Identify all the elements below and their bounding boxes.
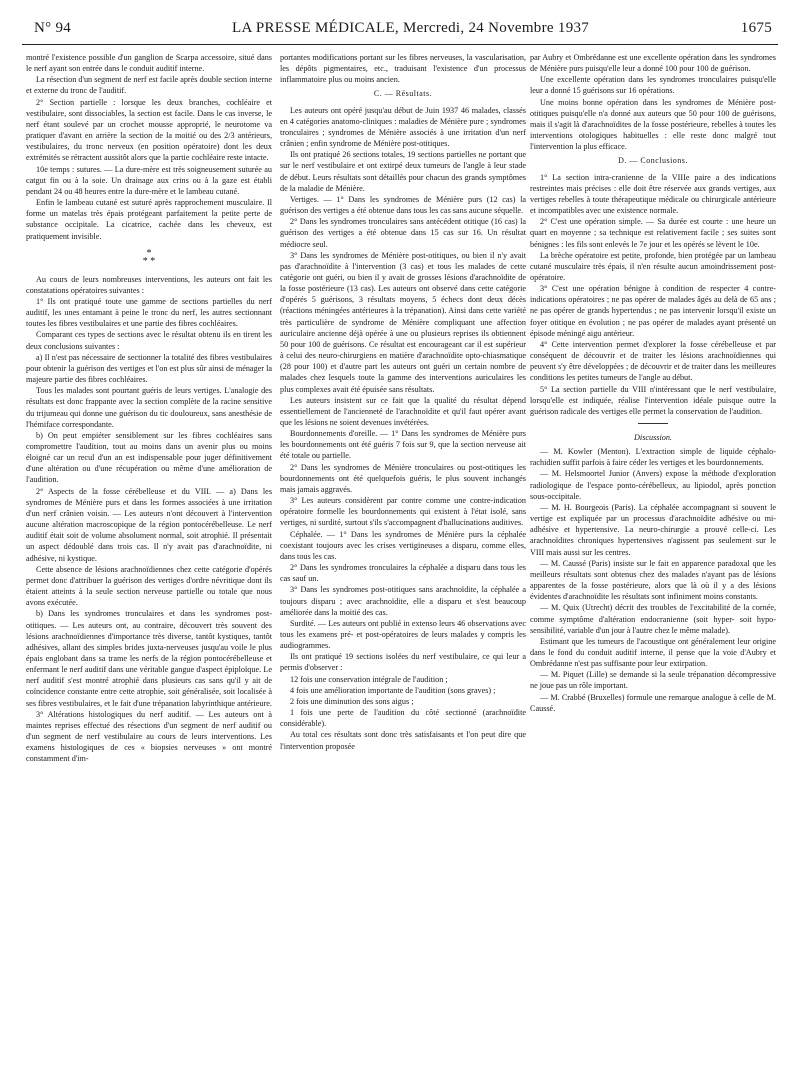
paragraph: portantes modifications portant sur les fibres nerveuses, la vascularisation, les dépôts pigmentaires, etc., traduisant l'existence d'un processus inflammatoire plus ou moins ancien. — [280, 53, 526, 85]
paragraph: Ils ont pratiqué 26 sections totales, 19 sections partielles ne portant que sur le nerf vestibulaire et ont extirpé deux tumeurs de l'angle à leur stade de début. Leurs résultats sont détaillés pour chacun des grands symptômes de la maladie de Ménière. — [280, 150, 526, 193]
paragraph: Céphalée. — 1° Dans les syndromes de Ménière purs la céphalée coexistant toujours avec les crises vertigineuses a disparu, comme elles, dans tous les cas. — [280, 529, 526, 561]
section-heading: Discussion. — [634, 433, 672, 442]
paragraph: 3° Altérations histologiques du nerf auditif. — Les auteurs ont à maintes reprises effectué des résections d'un segment de nerf auditif ou d'un segment de nerf vestibulaire au cours de leurs interventions. Les examens histologiques de ces « biopsies nerveuses » ont montré constamment d'im- — [26, 709, 272, 764]
paragraph: 1° Ils ont pratiqué toute une gamme de sections partielles du nerf auditif, les unes entamant à peine le tronc du nerf, les autres sectionnant toutes les fibres vestibulaires et une partie des fibres cochléaires. — [26, 296, 272, 329]
page-number: N° 94 — [34, 20, 72, 36]
folio: 1675 — [740, 20, 772, 36]
section-heading: D. — Conclusions. — [618, 156, 688, 166]
paragraph: La résection d'un segment de nerf est facile après double section interne et externe du tronc de l'auditif. — [26, 75, 272, 96]
paragraph: Surdité. — Les auteurs ont publié in extenso leurs 46 observations avec tous les examens pré- et post-opératoires de leurs malades y compris les audiogrammes. — [280, 618, 526, 651]
paragraph: 1° La section intra-cranienne de la VIIIe paire a des indications restreintes mais précises : elle doit être réservée aux grands vertiges, aux vertiges rebelles à toute thérapeutique médicale ou chirurgicale antérieure et incompatibles avec une existence normale. — [530, 172, 776, 216]
paragraph: Les auteurs ont opéré jusqu'au début de Juin 1937 46 malades, classés en 4 catégories anatomo-cliniques : maladies de Ménière pure ; syndromes tronculaires ; syndromes de Ménière associés à une irritation d'un nerf crânien ; enfin syndrome de Ménière post-otitiques. — [280, 105, 526, 149]
paragraph: 10e temps : sutures. — La dure-mère est très soigneusement suturée au catgut fin ou à la soie. Un drainage aux crins ou à la gaze est établi pendant 24 ou 48 heures entre la dure-mère et le lambeau cutané. — [26, 164, 272, 196]
paragraph: Enfin le lambeau cutané est suturé après rapprochement musculaire. Il forme un matelas très épais protégeant parfaitement la petite perte de substance occipitale. La cicatrice, cachée dans les cheveux, est pratiquement invisible. — [26, 198, 272, 241]
paragraph: 12 fois une conservation intégrale de l'audition ; — [290, 674, 448, 684]
paragraph: Au total ces résultats sont donc très satisfaisants et l'on peut dire que l'intervention proposée — [280, 730, 526, 751]
paragraph: 4° Cette intervention permet d'explorer la fosse cérébelleuse et par conséquent de découvrir et de traiter les lésions arachnoïdiennes qui peuvent s'y être développées ; de découvrir et de traiter dans les meilleures conditions les petites tumeurs de l'angle au début. — [530, 339, 776, 383]
paragraph: par Aubry et Ombrédanne est une excellente opération dans les syndromes de Ménière purs puisqu'elle leur a donné 100 pour 100 de guérison. — [530, 53, 776, 74]
section-separator: * * * — [142, 247, 156, 267]
paragraph: Ils ont pratiqué 19 sections isolées du nerf vestibulaire, ce qui leur a permis d'observer : — [280, 652, 526, 673]
paragraph: b) On peut empiéter sensiblement sur les fibres cochléaires sans compromettre l'audition, tout au moins dans un avenir plus ou moins éloigné car un recul d'un an est indispensable pour juger définitivement d'une altération ou d'une récupération ou même d'une amélioration de l'audition. — [26, 430, 272, 485]
paragraph: Une moins bonne opération dans les syndromes de Ménière post-otitiques puisqu'elle n'a donné aux auteurs que 50 pour 100 de guérisons, mais il s'agit là d'arachnoïdites de la fosse postérieure, rebelles à toutes les interventions otologiques habituelles : elle reste donc malgré tout l'intervention la plus efficace. — [530, 97, 776, 152]
text-column-2 — [280, 52, 526, 1080]
paragraph: b) Dans les syndromes tronculaires et dans les syndromes post-otitiques. — Les auteurs ont, au contraire, découvert très souvent des lésions arachnoïdiennes d'importance très diverse, tantôt kystiques, tantôt adhésives, allant des simples brides juxta-nerveuses jusqu'au voile le plus épais englobant dans sa trame les nerfs de la région pontocérébelleuse et enfermant le nerf auditif dans une véritable gangue d'aspect épiploïque. Le nerf auditif s'est montré atrophié dans plusieurs cas sans qu'il y ait de coïncidence constante entre cette atrophie, soit généralisée, soit localisée à ses fibres vestibulaires, et le fait d'une trépanation labyrinthique antérieure. — [26, 609, 272, 708]
paragraph: 2° Dans les syndromes tronculaires sans antécédent otitique (16 cas) la guérison des vertiges a été obtenue dans 15 cas sur 16. Un résultat médiocre seul. — [280, 217, 526, 249]
paragraph: Bourdonnements d'oreille. — 1° Dans les syndromes de Ménière purs les bourdonnements ont été guéris 7 fois sur 9, que la section nerveuse ait été totale ou partielle. — [280, 429, 526, 461]
paragraph: Tous les malades sont pourtant guéris de leurs vertiges. L'analogie des résultats est donc frappante avec la section complète de la racine sensitive du trijumeau qui donne une guérison du tic douloureux, sans anesthésie de l'hémiface correspondante. — [26, 386, 272, 429]
paragraph: Les auteurs insistent sur ce fait que la qualité du résultat dépend essentiellement de l'ancienneté de l'arachnoïdite et qu'il faut opérer avant que les lésions ne soient devenues invétérées. — [280, 395, 526, 427]
paragraph: — M. Quix (Utrecht) décrit des troubles de l'excitabilité de la cornée, comme symptôme d'altération endocranienne (soit hyper- soit hypo-sensibilité, variable d'un jour à l'autre chez le même malade). — [530, 603, 776, 635]
paragraph: — M. H. Bourgeois (Paris). La céphalée accompagnant si souvent le vertige est expliquée par un processus d'arachnoïdite adhésive ou mi-adhésive et hypertensive. La neuro-chirurgie a prouvé celle-ci. Les arachnoïdites chroniques hypertensives n'agissent pas seulement sur le VIII mais aussi sur les centres. — [530, 502, 776, 557]
paragraph: — M. Helsmoortel Junior (Anvers) expose la méthode d'exploration radiologique de l'espace ponto-cérébelleux, au lipiodol, après ponction sous-occipitale. — [530, 469, 776, 501]
text-column-3 — [530, 52, 776, 1080]
paragraph: 2 fois une diminution des sons aigus ; — [290, 696, 414, 706]
paragraph: 3° Dans les syndromes post-otitiques sans arachnoïdite, la céphalée a toujours disparu ; avec arachnoïdite, elle a disparu et s'est beaucoup améliorée dans la moitié des cas. — [280, 585, 526, 617]
paragraph: Cette absence de lésions arachnoïdiennes chez cette catégorie d'opérés permet donc d'attribuer la guérison des vertiges d'ordre névritique dont ils étaient atteints à la seule section nerveuse partielle ou totale que nous avons exécutée. — [26, 564, 272, 608]
paragraph: — M. Piquet (Lille) se demande si la seule trépanation décompressive ne joue pas un rôle important. — [530, 670, 776, 691]
section-heading: C. — Résultats. — [373, 89, 433, 99]
paragraph: La brèche opératoire est petite, profonde, bien protégée par un lambeau cutané musculaire très épais, il n'en résulte aucun amoindrissement post-opératoire. — [530, 250, 776, 282]
section-rule — [638, 423, 668, 424]
paragraph: a) Il n'est pas nécessaire de sectionner la totalité des fibres vestibulaires pour obtenir la guérison des vertiges et l'on est plus sûr ainsi de ménager la majeure partie des fibres cochléaires. — [26, 352, 272, 385]
paragraph: Vertiges. — 1° Dans les syndromes de Ménière purs (12 cas) la guérison des vertiges a été obtenue dans tous les cas sans aucune séquelle. — [280, 194, 526, 216]
paragraph: 1 fois une perte de l'audition du côté sectionné (arachnoïdite considérable). — [280, 708, 526, 729]
paragraph: 2° Aspects de la fosse cérébelleuse et du VIII. — a) Dans les syndromes de Ménière purs et dans les formes associées à une irritation d'un nerf crânien voisin. — Les auteurs n'ont découvert à l'intervention aucune altération macroscopique de la région pontocérébelleuse. Le nerf auditif était soit de volume absolument normal, soit atrophié. Il présentait un aspect dédoublé dans trois cas. Il n'y avait pas d'arachnoïdite, ni adhésive, ni kystique. — [26, 486, 272, 563]
paragraph: Une excellente opération dans les syndromes tronculaires puisqu'elle leur a donné 15 guérisons sur 16 opérations. — [530, 75, 776, 96]
paragraph: 5° La section partielle du VIII n'intéressant que le nerf vestibulaire, lorsqu'elle est indiquée, réalise l'intervention idéale puisque outre la guérison radicale des vertiges elle permet la conservation de l'audition. — [530, 384, 776, 416]
paragraph: — M. Kowler (Menton). L'extraction simple de liquide céphalo-rachidien suffit parfois à faire céder les vertiges et les bourdonnements. — [530, 447, 776, 468]
paragraph: 3° Dans les syndromes de Ménière post-otitiques, ou bien il n'y avait pas d'arachnoïdite à l'intervention (3 cas) et tous les malades de cette catégorie ont guéri, ou bien il y avait de grosses lésions d'arachnoïdite de la fosse postérieure (13 cas). Les auteurs ont observé dans cette catégorie d'opérés 5 guérisons, 3 résultats moyens, 5 échecs dont deux décès (réactions méningées antérieures à la trépanation). Ainsi dans cette variété très particulière de syndrome de Ménière compliquant une affection auriculaire ancienne déjà opérée à une ou plusieurs reprises ils obtiennent 50 pour 100 de guérisons. Ce résultat est encourageant car il est supérieur à celui des neuro-chirurgiens en matière d'arachnoïdite opto-chiasmatique (28 pour 100) et d'autre part les auteurs ont guéri un certain nombre de malades chez lesquels toute la gamme des interventions auriculaires les plus complexes avait été épuisée sans résultats. — [280, 250, 526, 394]
header-rule — [22, 44, 778, 45]
paragraph: 4 fois une amélioration importante de l'audition (sons graves) ; — [290, 685, 496, 695]
paragraph: 3° C'est une opération bénigne à condition de respecter 4 contre-indications opératoires ; ne pas opérer de malades âgés au delà de 65 ans ; ne pas opérer de grands hypertendus ; ne pas intervenir lorsqu'il existe un foyer otitique en évolution ; ne pas opérer de malades ayant présenté un épisode méningé aigu antérieur. — [530, 284, 776, 338]
paragraph: 2° Section partielle : lorsque les deux branches, cochléaire et vestibulaire, sont dissociables, la section est facile. Dans le cas inverse, le nerf étant soulevé par un crochet mousse approprié, le neurotome va pratiquer d'avant en arrière la section de la moitié ou des 2/3 antérieurs, vestibulaires, du tronc nerveux (en position opératoire) dont les deux extrémités se rétractent aussitôt alors que la partie cochléaire reste intacte. — [26, 97, 272, 163]
paragraph: 2° Dans les syndromes de Ménière tronculaires ou post-otitiques les bourdonnements ont été quelquefois guéris, le plus souvent inchangés mais jamais aggravés. — [280, 462, 526, 494]
paragraph: Estimant que les tumeurs de l'acoustique ont généralement leur origine dans le fond du conduit auditif interne, il pense que la voie d'Aubry et Ombrédanne n'est pas suffisante pour leur extirpation. — [530, 636, 776, 669]
page-header — [22, 20, 778, 42]
journal-title: LA PRESSE MÉDICALE, Mercredi, 24 Novembre 1937 — [232, 20, 590, 36]
paragraph: Comparant ces types de sections avec le résultat obtenu ils en tirent les deux conclusions suivantes : — [26, 330, 272, 351]
text-column-1 — [26, 52, 272, 1080]
paragraph: montré l'existence possible d'un ganglion de Scarpa accessoire, situé dans le nerf ayant son entrée dans le conduit auditif interne. — [26, 53, 272, 74]
paragraph: — M. Crabbé (Bruxelles) formule une remarque analogue à celle de M. Caussé. — [530, 692, 776, 713]
paragraph: 3° Les auteurs considèrent par contre comme une contre-indication opératoire formelle les bourdonnements qui existent à l'état isolé, sans vertiges, ni surdité, surtout s'ils s'accompagnent d'hallucinations auditives. — [280, 496, 526, 528]
paragraph: 2° Dans les syndromes tronculaires la céphalée a disparu dans tous les cas sauf un. — [280, 563, 526, 584]
paragraph: Au cours de leurs nombreuses interventions, les auteurs ont fait les constatations opératoires suivantes : — [26, 274, 272, 295]
paragraph: 2° C'est une opération simple. — Sa durée est courte : une heure un quart en moyenne ; sa technique est relativement facile ; ses suites sont bénignes : les fils sont enlevés le 7e jour et les opérés se lèvent le 10e. — [530, 217, 776, 249]
paragraph: — M. Caussé (Paris) insiste sur le fait en apparence paradoxal que les meilleurs résultats sont obtenus chez des malades n'ayant pas de lésions apparentes de la fosse postérieure, alors que là où il y a des lésions évidentes d'arachnoïdite les résultats sont infiniment moins constants. — [530, 558, 776, 602]
